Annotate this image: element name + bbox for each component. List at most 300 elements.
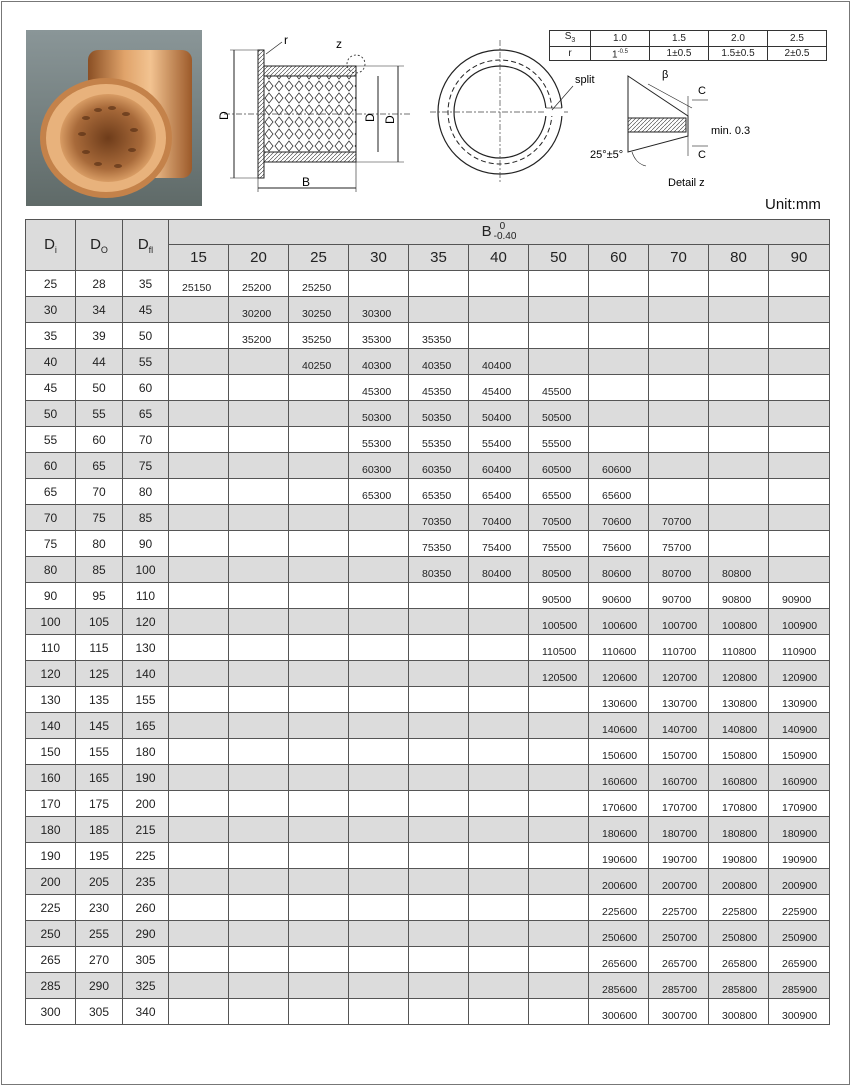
part-number-cell: 190900	[769, 843, 830, 869]
part-number-cell	[469, 713, 529, 739]
cell-di: 65	[26, 479, 76, 505]
cell-di: 120	[26, 661, 76, 687]
part-number-cell	[589, 349, 649, 375]
part-number-cell: 25250	[289, 271, 349, 297]
cell-di: 160	[26, 765, 76, 791]
cell-dfl: 90	[123, 531, 169, 557]
cell-do: 255	[76, 921, 123, 947]
part-number-cell	[229, 479, 289, 505]
part-number-cell	[709, 531, 769, 557]
part-number-cell	[349, 609, 409, 635]
part-number-cell	[769, 401, 830, 427]
part-number-cell: 130700	[649, 687, 709, 713]
part-number-cell	[169, 765, 229, 791]
part-number-cell	[529, 973, 589, 999]
part-number-cell	[349, 791, 409, 817]
cell-dfl: 200	[123, 791, 169, 817]
part-number-cell	[169, 869, 229, 895]
cell-dfl: 215	[123, 817, 169, 843]
cell-di: 40	[26, 349, 76, 375]
table-row	[26, 479, 830, 505]
table-row	[26, 817, 830, 843]
label-dfl: D	[217, 111, 231, 120]
table-row	[26, 999, 830, 1025]
part-number-cell	[529, 843, 589, 869]
cell-dfl: 290	[123, 921, 169, 947]
part-number-cell	[229, 921, 289, 947]
part-number-cell: 140800	[709, 713, 769, 739]
part-number-cell	[169, 635, 229, 661]
part-number-cell	[229, 817, 289, 843]
part-number-cell	[409, 765, 469, 791]
part-number-cell	[289, 999, 349, 1025]
part-number-cell	[169, 427, 229, 453]
cell-do: 145	[76, 713, 123, 739]
part-number-cell: 200700	[649, 869, 709, 895]
label-co: C	[698, 149, 706, 161]
part-number-cell	[529, 713, 589, 739]
part-number-cell	[349, 947, 409, 973]
cell-di: 35	[26, 323, 76, 349]
part-number-cell	[529, 271, 589, 297]
label-do: D	[383, 115, 397, 124]
part-number-cell: 120600	[589, 661, 649, 687]
part-number-cell	[289, 583, 349, 609]
part-number-cell: 25150	[169, 271, 229, 297]
part-number-cell	[769, 297, 830, 323]
part-number-cell	[469, 817, 529, 843]
part-number-cell: 55500	[529, 427, 589, 453]
cell-dfl: 100	[123, 557, 169, 583]
cell-do: 115	[76, 635, 123, 661]
part-number-cell	[229, 739, 289, 765]
part-number-cell: 65400	[469, 479, 529, 505]
part-number-cell	[409, 739, 469, 765]
cell-dfl: 35	[123, 271, 169, 297]
part-number-cell: 60350	[409, 453, 469, 479]
cell-dfl: 180	[123, 739, 169, 765]
part-number-cell	[229, 895, 289, 921]
part-number-cell: 55400	[469, 427, 529, 453]
part-number-cell: 225700	[649, 895, 709, 921]
cell-do: 60	[76, 427, 123, 453]
label-beta: β	[662, 69, 669, 81]
part-number-cell	[349, 505, 409, 531]
part-number-cell	[289, 557, 349, 583]
part-number-cell: 65350	[409, 479, 469, 505]
part-number-cell: 300800	[709, 999, 769, 1025]
part-number-cell: 190800	[709, 843, 769, 869]
part-number-cell	[529, 765, 589, 791]
part-number-cell	[349, 635, 409, 661]
part-number-cell: 180600	[589, 817, 649, 843]
cell-di: 190	[26, 843, 76, 869]
table-row	[26, 349, 830, 375]
part-number-cell	[769, 505, 830, 531]
part-number-cell	[349, 843, 409, 869]
cell-dfl: 155	[123, 687, 169, 713]
part-number-cell	[469, 843, 529, 869]
cell-dfl: 75	[123, 453, 169, 479]
cell-do: 70	[76, 479, 123, 505]
part-number-cell: 45500	[529, 375, 589, 401]
part-number-cell	[229, 401, 289, 427]
part-number-cell	[289, 375, 349, 401]
part-number-cell	[469, 739, 529, 765]
part-number-cell	[169, 661, 229, 687]
part-number-cell: 120900	[769, 661, 830, 687]
part-number-cell: 160800	[709, 765, 769, 791]
cell-do: 135	[76, 687, 123, 713]
part-number-cell	[409, 583, 469, 609]
part-number-cell	[469, 583, 529, 609]
part-number-cell	[469, 765, 529, 791]
part-number-cell	[169, 583, 229, 609]
part-number-cell	[289, 817, 349, 843]
part-number-cell: 30250	[289, 297, 349, 323]
cell-dfl: 140	[123, 661, 169, 687]
spec-s3-value: 2.5	[768, 31, 827, 47]
part-number-cell: 225900	[769, 895, 830, 921]
part-number-cell: 110900	[769, 635, 830, 661]
cell-do: 39	[76, 323, 123, 349]
part-number-cell: 90700	[649, 583, 709, 609]
part-number-cell: 150600	[589, 739, 649, 765]
part-number-cell: 120500	[529, 661, 589, 687]
label-b: B	[302, 175, 311, 189]
cell-dfl: 65	[123, 401, 169, 427]
part-number-cell: 150900	[769, 739, 830, 765]
part-number-cell: 160900	[769, 765, 830, 791]
part-number-cell: 225800	[709, 895, 769, 921]
part-number-cell	[469, 921, 529, 947]
part-number-cell	[169, 297, 229, 323]
part-number-cell: 250800	[709, 921, 769, 947]
part-number-cell: 110800	[709, 635, 769, 661]
part-number-cell	[169, 791, 229, 817]
part-number-cell: 285700	[649, 973, 709, 999]
part-number-cell	[349, 271, 409, 297]
part-number-cell	[649, 375, 709, 401]
table-row	[26, 921, 830, 947]
part-number-cell: 70350	[409, 505, 469, 531]
part-number-cell: 75700	[649, 531, 709, 557]
part-number-cell	[529, 297, 589, 323]
header-b-value: 50	[529, 245, 589, 271]
part-number-cell: 265700	[649, 947, 709, 973]
part-number-cell	[229, 635, 289, 661]
part-number-cell	[769, 453, 830, 479]
part-number-cell	[589, 427, 649, 453]
cell-di: 25	[26, 271, 76, 297]
part-number-cell	[589, 271, 649, 297]
part-number-cell: 90800	[709, 583, 769, 609]
part-number-cell	[349, 687, 409, 713]
part-number-cell: 100900	[769, 609, 830, 635]
part-number-cell	[229, 713, 289, 739]
part-number-cell	[289, 739, 349, 765]
part-number-cell: 75400	[469, 531, 529, 557]
cell-di: 50	[26, 401, 76, 427]
part-number-cell: 150800	[709, 739, 769, 765]
part-number-cell: 265900	[769, 947, 830, 973]
part-number-cell	[289, 791, 349, 817]
part-number-cell	[169, 739, 229, 765]
spec-s3-value: 1.5	[650, 31, 709, 47]
part-number-cell	[469, 895, 529, 921]
part-number-cell	[709, 427, 769, 453]
part-number-cell: 170900	[769, 791, 830, 817]
part-number-cell	[349, 739, 409, 765]
part-number-cell: 75500	[529, 531, 589, 557]
cell-do: 80	[76, 531, 123, 557]
part-number-cell: 35300	[349, 323, 409, 349]
part-number-cell	[769, 427, 830, 453]
part-number-cell	[289, 635, 349, 661]
cell-dfl: 260	[123, 895, 169, 921]
part-number-cell	[349, 713, 409, 739]
table-row	[26, 401, 830, 427]
part-number-cell: 300700	[649, 999, 709, 1025]
cell-di: 225	[26, 895, 76, 921]
label-detail: Detail z	[668, 177, 705, 189]
part-number-cell: 100700	[649, 609, 709, 635]
part-number-cell: 285900	[769, 973, 830, 999]
part-number-cell	[589, 323, 649, 349]
part-number-cell: 40350	[409, 349, 469, 375]
table-row	[26, 661, 830, 687]
part-number-cell	[649, 271, 709, 297]
part-number-cell	[709, 479, 769, 505]
part-number-cell	[229, 973, 289, 999]
bushing-photo	[26, 30, 202, 206]
part-number-cell	[229, 947, 289, 973]
part-number-cell	[709, 401, 769, 427]
table-row	[26, 375, 830, 401]
part-number-cell: 60300	[349, 453, 409, 479]
part-number-cell: 30300	[349, 297, 409, 323]
cell-di: 180	[26, 817, 76, 843]
part-number-cell	[469, 323, 529, 349]
ring-drawing	[430, 40, 610, 184]
part-number-cell: 120700	[649, 661, 709, 687]
cell-do: 175	[76, 791, 123, 817]
spec-r-value: 1.5±0.5	[709, 47, 768, 61]
part-number-cell	[769, 479, 830, 505]
cell-dfl: 60	[123, 375, 169, 401]
part-number-cell	[409, 791, 469, 817]
cell-do: 28	[76, 271, 123, 297]
table-row	[26, 583, 830, 609]
table-row	[26, 635, 830, 661]
part-number-cell: 100500	[529, 609, 589, 635]
part-number-cell	[469, 947, 529, 973]
part-number-cell	[709, 375, 769, 401]
part-number-cell: 45300	[349, 375, 409, 401]
cell-do: 44	[76, 349, 123, 375]
header-b-value: 60	[589, 245, 649, 271]
part-number-cell: 140600	[589, 713, 649, 739]
part-number-cell	[229, 687, 289, 713]
label-ci: C	[698, 85, 706, 97]
part-number-cell	[709, 323, 769, 349]
table-row	[26, 739, 830, 765]
cell-do: 75	[76, 505, 123, 531]
table-row	[26, 297, 830, 323]
part-number-cell	[469, 297, 529, 323]
part-number-cell: 180800	[709, 817, 769, 843]
part-number-cell	[229, 609, 289, 635]
part-number-cell	[769, 349, 830, 375]
part-number-cell	[229, 375, 289, 401]
cell-dfl: 120	[123, 609, 169, 635]
cell-di: 90	[26, 583, 76, 609]
part-number-cell	[469, 609, 529, 635]
part-number-cell: 120800	[709, 661, 769, 687]
part-number-cell	[349, 531, 409, 557]
table-row	[26, 713, 830, 739]
part-number-cell	[409, 921, 469, 947]
part-number-cell: 110500	[529, 635, 589, 661]
cell-dfl: 305	[123, 947, 169, 973]
part-number-cell: 80500	[529, 557, 589, 583]
cell-dfl: 55	[123, 349, 169, 375]
part-number-cell: 65300	[349, 479, 409, 505]
cell-dfl: 85	[123, 505, 169, 531]
part-number-cell	[649, 297, 709, 323]
table-row	[26, 427, 830, 453]
part-number-cell	[289, 505, 349, 531]
part-number-cell	[469, 869, 529, 895]
part-number-cell	[229, 453, 289, 479]
part-number-cell	[409, 869, 469, 895]
detail-z-drawing	[588, 66, 763, 192]
header-do: $D_O$	[76, 220, 123, 271]
part-number-cell	[649, 323, 709, 349]
part-number-cell	[409, 713, 469, 739]
part-number-cell: 265800	[709, 947, 769, 973]
label-r: r	[284, 33, 288, 47]
cell-dfl: 190	[123, 765, 169, 791]
label-di: D	[363, 113, 377, 122]
part-number-cell	[169, 999, 229, 1025]
part-number-cell: 250700	[649, 921, 709, 947]
cell-dfl: 165	[123, 713, 169, 739]
part-number-cell	[349, 817, 409, 843]
header-di: $D_i$	[26, 220, 76, 271]
part-number-cell	[529, 895, 589, 921]
cell-do: 185	[76, 817, 123, 843]
header-b-value: 80	[709, 245, 769, 271]
part-number-cell	[169, 401, 229, 427]
cell-do: 270	[76, 947, 123, 973]
part-number-cell: 200600	[589, 869, 649, 895]
part-number-cell	[349, 973, 409, 999]
part-number-cell: 200800	[709, 869, 769, 895]
cell-di: 110	[26, 635, 76, 661]
part-number-cell	[169, 349, 229, 375]
part-number-cell: 250600	[589, 921, 649, 947]
part-number-cell: 35350	[409, 323, 469, 349]
part-number-cell	[169, 375, 229, 401]
part-number-cell	[469, 635, 529, 661]
part-number-cell: 300600	[589, 999, 649, 1025]
table-row	[26, 505, 830, 531]
cell-do: 34	[76, 297, 123, 323]
part-number-cell: 70400	[469, 505, 529, 531]
cell-di: 60	[26, 453, 76, 479]
table-row	[26, 323, 830, 349]
cell-di: 200	[26, 869, 76, 895]
part-number-cell	[769, 557, 830, 583]
part-number-cell	[709, 505, 769, 531]
unit-label: Unit:mm	[765, 196, 821, 213]
cell-di: 130	[26, 687, 76, 713]
part-number-cell	[709, 453, 769, 479]
part-number-cell: 80700	[649, 557, 709, 583]
part-number-cell: 55300	[349, 427, 409, 453]
part-number-cell	[529, 323, 589, 349]
cell-di: 150	[26, 739, 76, 765]
cell-di: 265	[26, 947, 76, 973]
table-row	[26, 791, 830, 817]
part-number-cell: 35250	[289, 323, 349, 349]
cell-do: 105	[76, 609, 123, 635]
part-number-cell	[409, 817, 469, 843]
part-number-cell	[589, 297, 649, 323]
part-number-cell	[229, 843, 289, 869]
part-number-cell: 190700	[649, 843, 709, 869]
part-number-cell	[229, 999, 289, 1025]
part-number-cell	[529, 947, 589, 973]
cell-do: 50	[76, 375, 123, 401]
part-number-cell: 35200	[229, 323, 289, 349]
part-number-cell	[289, 687, 349, 713]
section-drawing	[214, 32, 414, 192]
part-number-cell: 200900	[769, 869, 830, 895]
part-number-cell	[769, 531, 830, 557]
cell-do: 230	[76, 895, 123, 921]
part-number-cell	[649, 401, 709, 427]
part-number-cell: 100800	[709, 609, 769, 635]
part-number-cell	[229, 869, 289, 895]
part-number-cell: 130900	[769, 687, 830, 713]
part-number-cell	[349, 557, 409, 583]
part-number-cell	[349, 869, 409, 895]
part-number-cell: 100600	[589, 609, 649, 635]
table-row	[26, 869, 830, 895]
header-b: B 0 -0.40	[169, 220, 830, 245]
cell-do: 195	[76, 843, 123, 869]
part-number-cell	[289, 401, 349, 427]
part-number-cell: 40300	[349, 349, 409, 375]
part-number-cell	[289, 947, 349, 973]
part-number-cell	[469, 999, 529, 1025]
cell-do: 55	[76, 401, 123, 427]
part-number-cell	[169, 479, 229, 505]
header-b-value: 30	[349, 245, 409, 271]
table-row	[26, 531, 830, 557]
part-number-cell	[169, 921, 229, 947]
cell-dfl: 225	[123, 843, 169, 869]
part-number-cell: 70600	[589, 505, 649, 531]
cell-di: 170	[26, 791, 76, 817]
part-number-cell: 40250	[289, 349, 349, 375]
part-number-cell: 80600	[589, 557, 649, 583]
part-number-cell: 25200	[229, 271, 289, 297]
part-number-cell: 75350	[409, 531, 469, 557]
size-table	[25, 219, 830, 1025]
